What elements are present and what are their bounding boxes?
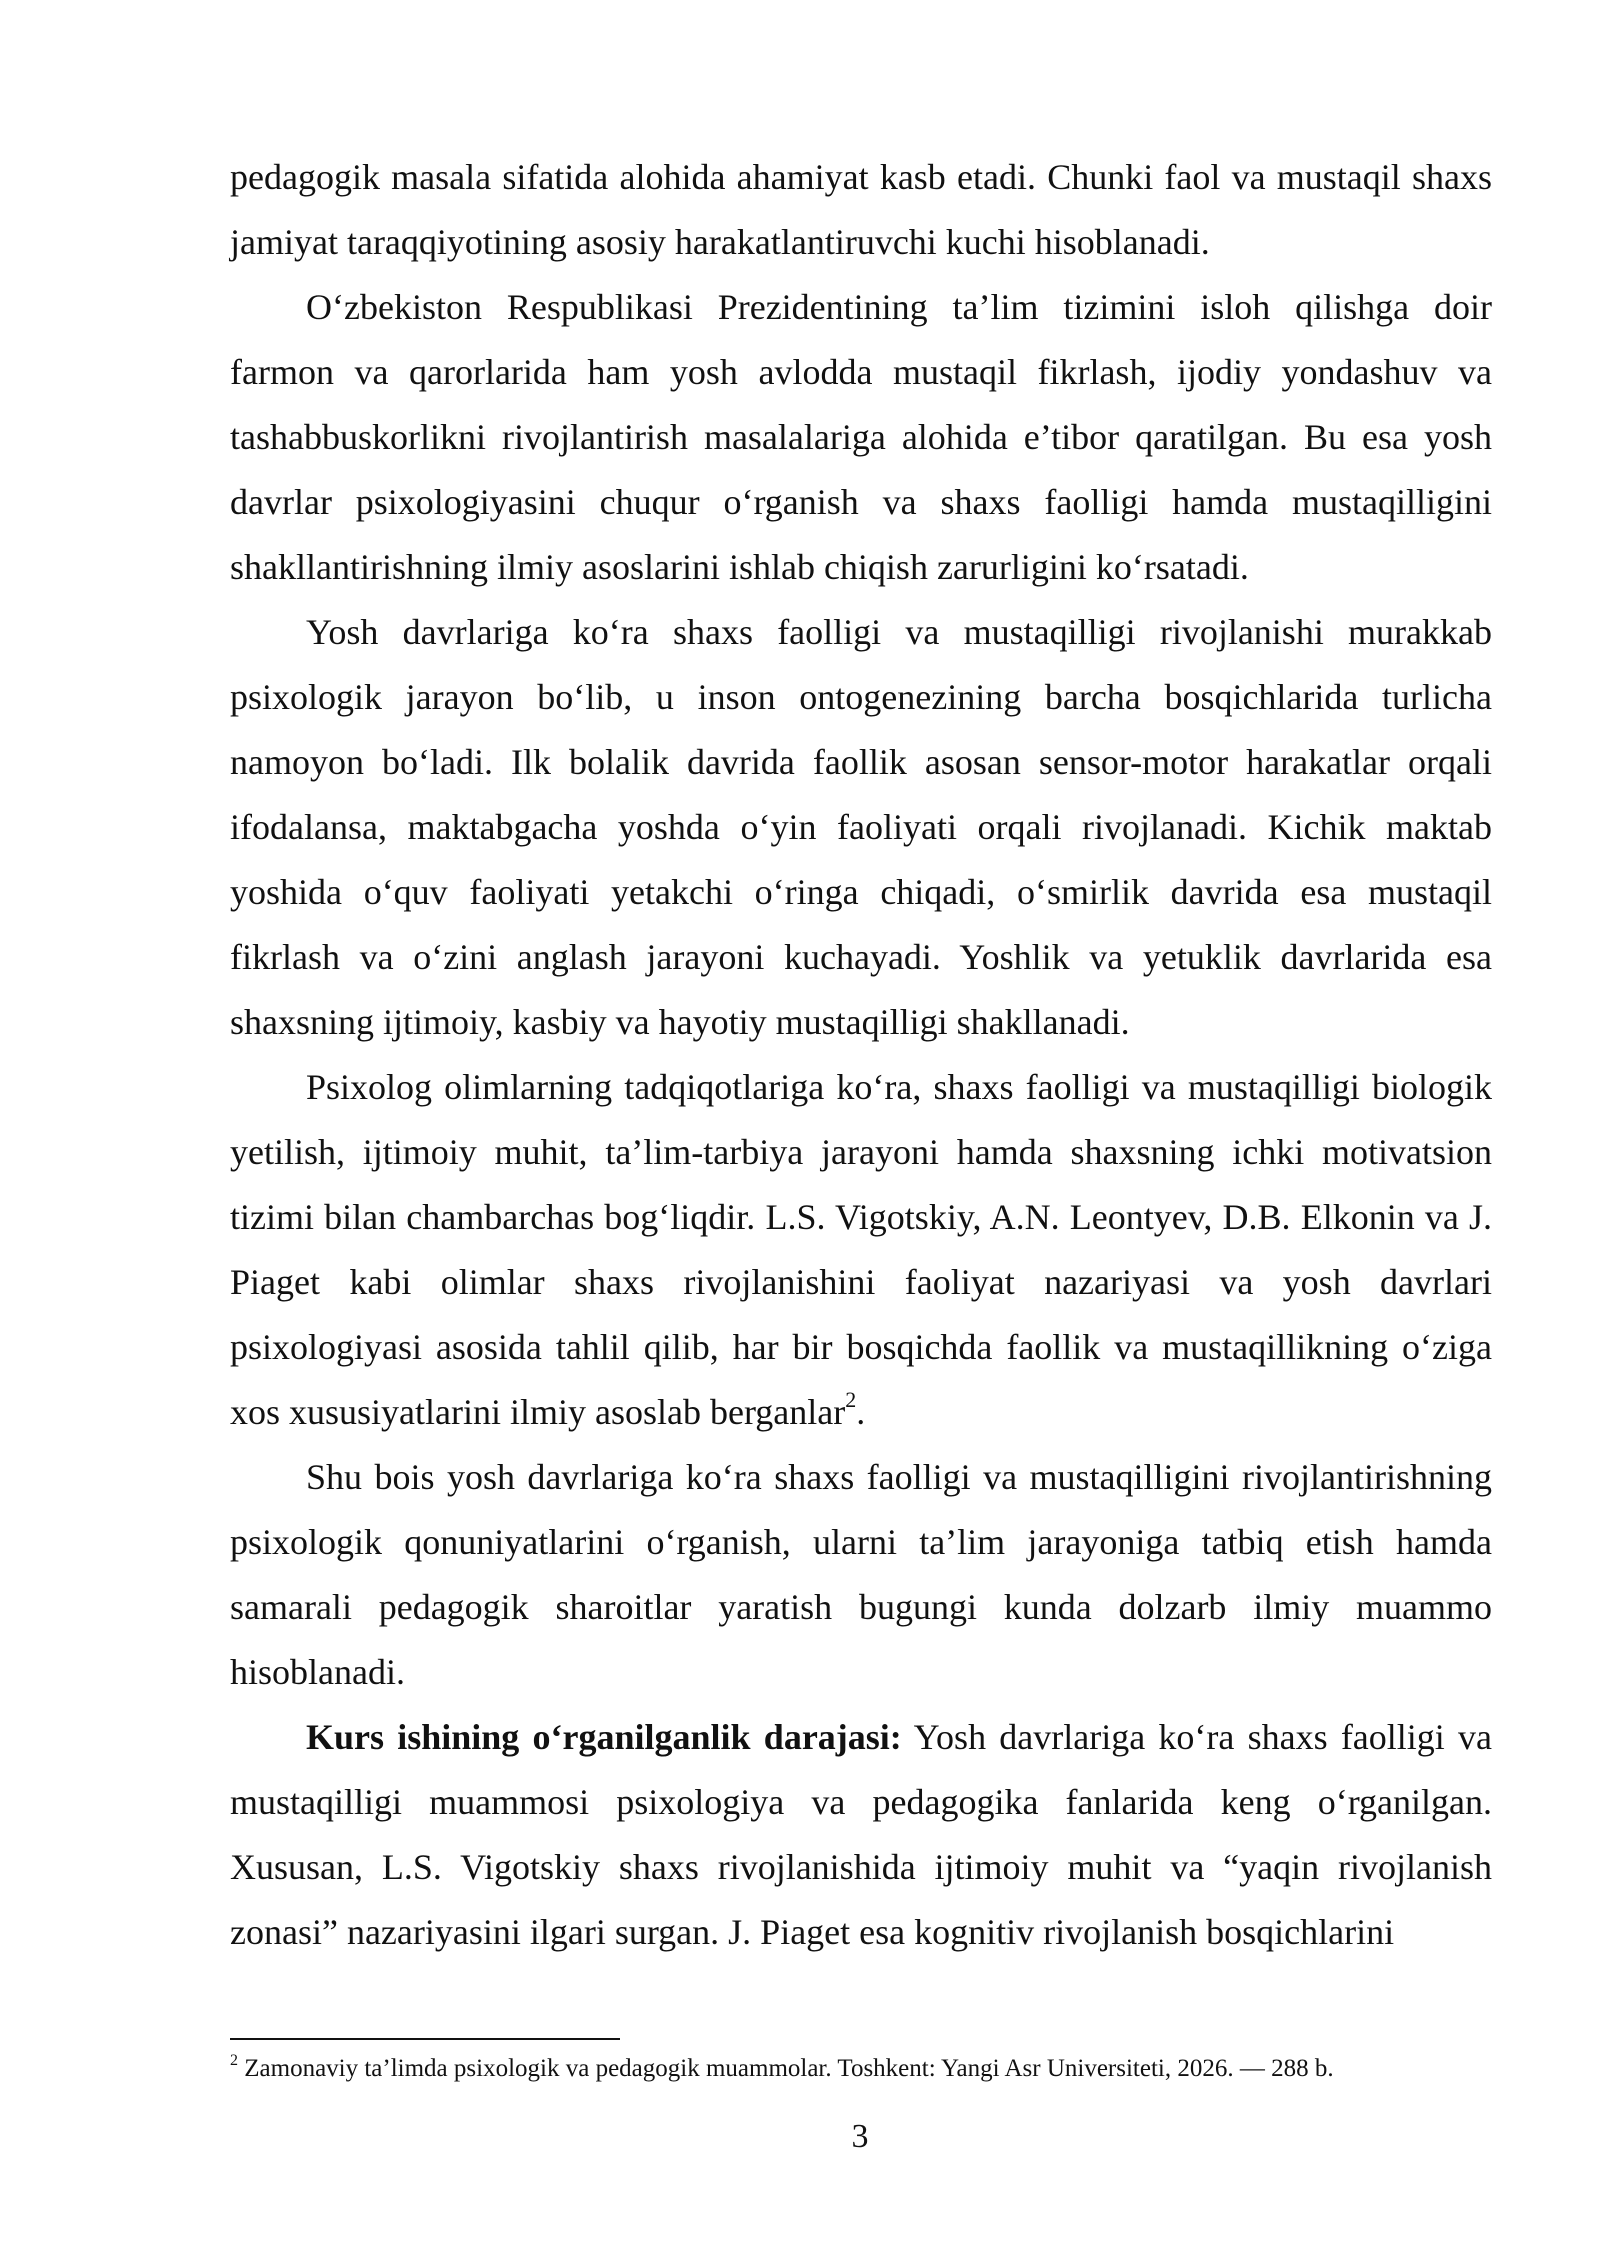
paragraph-4	[230, 1055, 1492, 1445]
paragraph-1-text: pedagogik masala sifatida alohida ahamiyat kasb etadi. Chunki faol va mustaqil shaxs jamiyat taraqqiyotining asosiy harakatlantiruvchi kuchi hisoblanadi.	[230, 157, 1492, 262]
paragraph-6-text: Yosh davrlariga ko‘ra shaxs faolligi va mustaqilligi muammosi psixologiya va pedagogika fanlarida keng o‘rganilgan. Xususan, L.S. Vigotskiy shaxs rivojlanishida ijtimoiy muhit va “yaqin rivojlanish zonasi” nazariyasini ilgari surgan. J. Piaget esa kognitiv rivojlanish bosqichlarini	[230, 1717, 1492, 1952]
paragraph-4-text: Psixolog olimlarning tadqiqotlariga ko‘ra, shaxs faolligi va mustaqilligi biologik yetilish, ijtimoiy muhit, ta’lim-tarbiya jarayoni hamda shaxsning ichki motivatsion tizimi bilan chambarchas bog‘liqdir. L.S. Vigotskiy, A.N. Leontyev, D.B. Elkonin va J. Piaget kabi olimlar shaxs rivojlanishini faoliyat nazariyasi va yosh davrlari psixologiyasi asosida tahlil qilib, har bir bosqichda faollik va mustaqillikning o‘ziga xos xususiyatlarini ilmiy asoslab berganlar	[230, 1067, 1492, 1432]
paragraph-5-text: Shu bois yosh davrlariga ko‘ra shaxs faolligi va mustaqilligini rivojlantirishning psixologik qonuniyatlarini o‘rganish, ularni ta’lim jarayoniga tatbiq etish hamda samarali pedagogik sharoitlar yaratish bugungi kunda dolzarb ilmiy muammo hisoblanadi.	[230, 1457, 1492, 1692]
paragraph-3-text: Yosh davrlariga ko‘ra shaxs faolligi va mustaqilligi rivojlanishi murakkab psixologik jarayon bo‘lib, u inson ontogenezining barcha bosqichlarida turlicha namoyon bo‘ladi. Ilk bolalik davrida faollik asosan sensor-motor harakatlar orqali ifodalansa, maktabgacha yoshda o‘yin faoliyati orqali rivojlanadi. Kichik maktab yoshida o‘quv faoliyati yetakchi o‘ringa chiqadi, o‘smirlik davrida esa mustaqil fikrlash va o‘zini anglash jarayoni kuchayadi. Yoshlik va yetuklik davrlarida esa shaxsning ijtimoiy, kasbiy va hayotiy mustaqilligi shakllanadi.	[230, 612, 1492, 1042]
footnote	[230, 2052, 1492, 2086]
footnote-text: Zamonaviy ta’limda psixologik va pedagogik muammolar. Toshkent: Yangi Asr Universiteti, 2026. — 288 b.	[244, 2055, 1334, 2082]
section-heading: Kurs ishining o‘rganilganlik darajasi:	[306, 1717, 902, 1757]
paragraph-5	[230, 1445, 1492, 1705]
paragraph-2	[230, 275, 1492, 600]
paragraph-6	[230, 1705, 1492, 1965]
paragraph-3	[230, 600, 1492, 1055]
paragraph-2-text: O‘zbekiston Respublikasi Prezidentining ta’lim tizimini isloh qilishga doir farmon va qarorlarida ham yosh avlodda mustaqil fikrlash, ijodiy yondashuv va tashabbuskorlikni rivojlantirish masalalariga alohida e’tibor qaratilgan. Bu esa yosh davrlar psixologiyasini chuqur o‘rganish va shaxs faolligi hamda mustaqilligini shakllantirishning ilmiy asoslarini ishlab chiqish zarurligini ko‘rsatadi.	[230, 287, 1492, 587]
paragraph-1	[230, 145, 1492, 275]
page-number: 3	[851, 2118, 869, 2155]
footnote-reference[interactable]: 2	[845, 1387, 857, 1412]
body-text	[230, 145, 1492, 1965]
paragraph-4-end: .	[856, 1392, 866, 1432]
footnote-number: 2	[230, 2051, 238, 2069]
footnote-separator	[230, 2038, 620, 2040]
